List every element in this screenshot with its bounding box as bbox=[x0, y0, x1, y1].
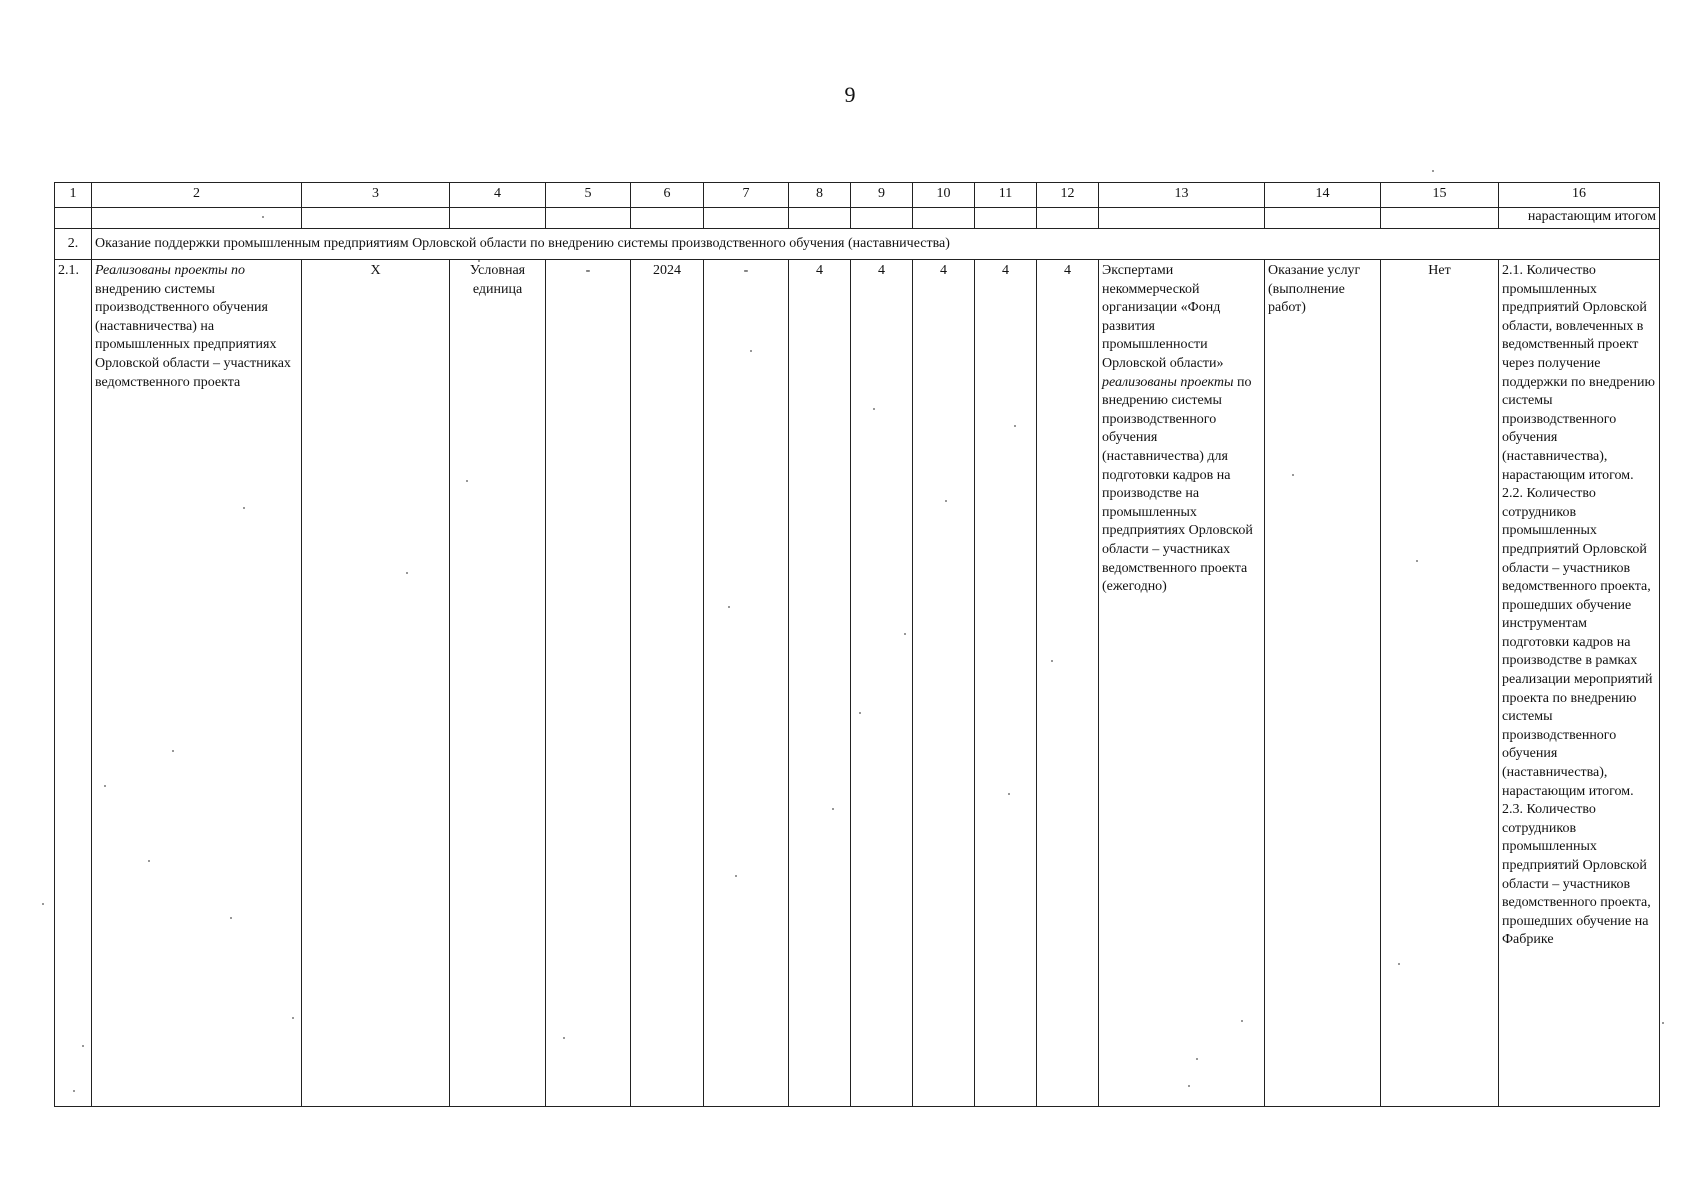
column-number-cell: 5 bbox=[546, 183, 631, 208]
scan-speck bbox=[148, 860, 150, 862]
result-name-text: внедрению системы производственного обучения (наставничества) на промышленных предприятиях Орловской области – участниках ведомственного проекта bbox=[95, 281, 291, 390]
scan-speck bbox=[243, 507, 245, 509]
scan-speck bbox=[73, 1090, 75, 1092]
scan-speck bbox=[42, 903, 44, 905]
scan-speck bbox=[478, 260, 480, 262]
column-number-cell: 13 bbox=[1099, 183, 1265, 208]
unit-of-measure: Условная единица bbox=[450, 260, 546, 1107]
scan-speck bbox=[1051, 660, 1053, 662]
column-number-cell: 10 bbox=[913, 183, 975, 208]
col8-value: 4 bbox=[789, 260, 851, 1107]
column-number-cell: 12 bbox=[1037, 183, 1099, 208]
indicator-2-3: 2.3. Количество сотрудников промышленных предприятий Орловской области – участников ведомственного проекта, прошедших обучение на Фабрике bbox=[1502, 802, 1651, 948]
scan-speck bbox=[750, 350, 752, 352]
header-note-cumulative: нарастающим итогом bbox=[1499, 208, 1660, 229]
column-number-cell: 6 bbox=[631, 183, 704, 208]
scan-speck bbox=[1398, 963, 1400, 965]
section-number: 2. bbox=[55, 229, 92, 260]
col5-value: - bbox=[546, 260, 631, 1107]
column-number-cell: 14 bbox=[1265, 183, 1381, 208]
project-table bbox=[54, 182, 1660, 1107]
scan-speck bbox=[1014, 425, 1016, 427]
scan-speck bbox=[859, 712, 861, 714]
scan-speck bbox=[262, 216, 264, 218]
scan-speck bbox=[832, 808, 834, 810]
table-row bbox=[55, 260, 1660, 1107]
scan-speck bbox=[292, 1017, 294, 1019]
column-number-cell: 7 bbox=[704, 183, 789, 208]
column-number-cell: 4 bbox=[450, 183, 546, 208]
result-name-cell bbox=[92, 260, 302, 1107]
description-text-2: по внедрению системы производственного обучения (наставничества) для подготовки кадров на производстве на промышленных предприятиях Орловской области – участниках ведомственного проекта (ежегодно) bbox=[1102, 374, 1253, 595]
result-description-cell bbox=[1099, 260, 1265, 1107]
scan-speck bbox=[728, 606, 730, 608]
result-name-italic: Реализованы проекты по bbox=[95, 263, 246, 278]
description-text-1: Экспертами некоммерческой организации «Фонд развития промышленности Орловской области» bbox=[1102, 263, 1224, 371]
column-number-cell: 9 bbox=[851, 183, 913, 208]
scan-speck bbox=[1416, 560, 1418, 562]
indicator-2-2: 2.2. Количество сотрудников промышленных предприятий Орловской области – участников ведомственного проекта, прошедших обучение инструментам подготовки кадров на производстве в рамках реализации мероприятий проекта по внедрению системы производственного обучения (наставничества), нарастающим итогом. bbox=[1502, 486, 1653, 799]
column-number-cell: 8 bbox=[789, 183, 851, 208]
year-value: 2024 bbox=[631, 260, 704, 1107]
section-title: Оказание поддержки промышленным предприятиям Орловской области по внедрению системы производственного обучения (наставничества) bbox=[92, 229, 1660, 260]
scan-speck bbox=[466, 480, 468, 482]
column-number-cell: 15 bbox=[1381, 183, 1499, 208]
column-number-cell: 3 bbox=[302, 183, 450, 208]
scan-speck bbox=[172, 750, 174, 752]
scan-speck bbox=[1008, 793, 1010, 795]
scan-speck bbox=[1188, 1085, 1190, 1087]
scan-speck bbox=[1292, 474, 1294, 476]
description-italic: реализованы проекты bbox=[1102, 374, 1234, 390]
scan-speck bbox=[904, 633, 906, 635]
col9-value: 4 bbox=[851, 260, 913, 1107]
scan-speck bbox=[735, 875, 737, 877]
scan-speck bbox=[82, 1045, 84, 1047]
column-number-cell: 2 bbox=[92, 183, 302, 208]
scan-speck bbox=[873, 408, 875, 410]
column-number-row bbox=[55, 183, 1660, 208]
scan-speck bbox=[104, 785, 106, 787]
section-row bbox=[55, 229, 1660, 260]
header-continuation-row bbox=[55, 208, 1660, 229]
column-number-cell: 11 bbox=[975, 183, 1037, 208]
row-number: 2.1. bbox=[55, 260, 92, 1107]
column-number-cell: 1 bbox=[55, 183, 92, 208]
scan-speck bbox=[1662, 1022, 1664, 1024]
scan-speck bbox=[563, 1037, 565, 1039]
scan-speck bbox=[945, 500, 947, 502]
scan-speck bbox=[1196, 1058, 1198, 1060]
scan-speck bbox=[406, 572, 408, 574]
result-type-cell: Оказание услуг (выполнение работ) bbox=[1265, 260, 1381, 1107]
scan-speck bbox=[1432, 170, 1434, 172]
indicators-cell bbox=[1499, 260, 1660, 1107]
col3-value: X bbox=[302, 260, 450, 1107]
column-number-cell: 16 bbox=[1499, 183, 1660, 208]
indicator-2-1: 2.1. Количество промышленных предприятий Орловской области, вовлеченных в ведомственный проект через получение поддержки по внедрению системы производственного обучения (наставничества), нарастающим итогом. bbox=[1502, 263, 1655, 483]
col15-value: Нет bbox=[1381, 260, 1499, 1107]
scan-speck bbox=[1241, 1020, 1243, 1022]
col11-value: 4 bbox=[975, 260, 1037, 1107]
page-number: 9 bbox=[844, 82, 856, 107]
col10-value: 4 bbox=[913, 260, 975, 1107]
col7-value: - bbox=[704, 260, 789, 1107]
scan-speck bbox=[230, 917, 232, 919]
col12-value: 4 bbox=[1037, 260, 1099, 1107]
